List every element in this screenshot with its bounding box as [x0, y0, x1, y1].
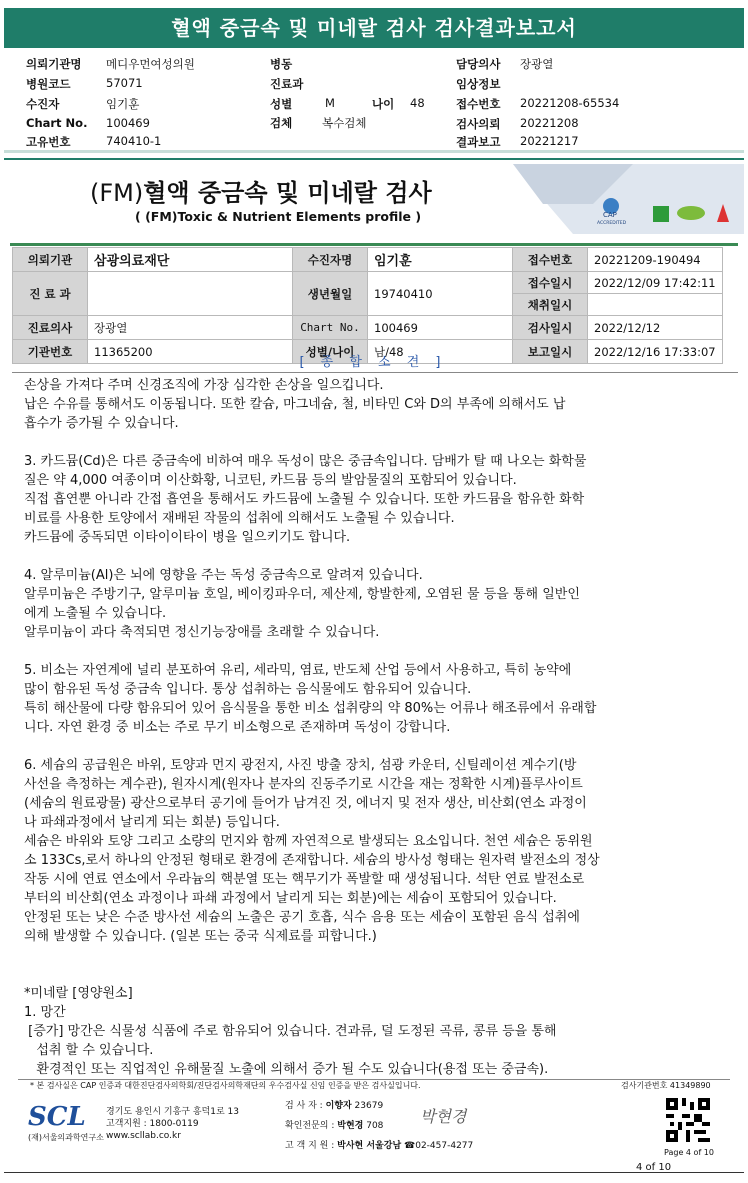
doctor-value: 장광열 — [520, 57, 554, 71]
hospital-value: 메디우먼여성의원 — [106, 57, 195, 71]
table-value: 2022/12/16 17:33:07 — [588, 340, 723, 364]
support-line: 고객지원 : 1800-0119 — [106, 1119, 199, 1129]
table-key: 기관번호 — [13, 340, 88, 364]
specimen-label: 검체 — [270, 116, 293, 130]
text-line: 세슘은 바위와 토양 그리고 소량의 먼지와 함께 자연적으로 발생되는 요소입니다. 천연 세슘은 동위원 — [24, 834, 593, 849]
text-line: (세슘의 원료광물) 광산으로부터 공기에 들어가 남겨진 것, 에너지 및 전자 생산, 비산회(연소 과정이 — [24, 796, 587, 811]
sex-label: 성별 — [270, 97, 293, 111]
table-key: 성별/나이 — [293, 340, 368, 364]
table-row — [13, 248, 723, 272]
report-title — [90, 173, 432, 208]
table-key: Chart No. — [293, 316, 368, 340]
signer-tel: ☎02-457-4277 — [404, 1141, 474, 1151]
report-subtitle: ( (FM)Toxic & Nutrient Elements profile ) — [135, 209, 422, 224]
table-value: 임기훈 — [368, 248, 513, 272]
text-line: 작동 시에 연료 연소에서 우라늄의 핵분열 또는 핵무기가 폭발할 때 생성됩니다. 석탄 연료 발전소로 — [24, 872, 585, 887]
footer-note: * 본 검사실은 CAP 인증과 대한진단검사의학회/진단검사의학재단의 우수검사실 신임 인증을 받은 검사실입니다. — [30, 1081, 421, 1090]
address-line: 경기도 용인시 기흥구 흥덕1로 13 — [106, 1107, 239, 1117]
table-row — [13, 316, 723, 340]
dept-label: 진료과 — [270, 77, 304, 91]
table-value: 장광열 — [88, 316, 293, 340]
table-key: 보고일시 — [513, 340, 588, 364]
patient-value: 임기훈 — [106, 97, 140, 111]
table-value: 남/48 — [368, 340, 513, 364]
text-line: 5. 비소는 자연계에 널리 분포하여 유리, 세라믹, 염료, 반도체 산업 등에서 사용하고, 특히 농약에 — [24, 663, 572, 678]
text-line: 의해 발생할 수 있습니다. (일본 또는 중국 식제료를 피합니다.) — [24, 929, 377, 944]
text-line: 에게 노출될 수 있습니다. — [24, 606, 167, 621]
patient-info-table — [12, 247, 723, 364]
text-line: 직접 흡연뿐 아니라 간접 흡연을 통해서도 카드뮴에 노출될 수 있습니다. 또한 카드뮴을 함유한 화학 — [24, 492, 585, 507]
table-key: 의뢰기관 — [13, 248, 88, 272]
report-date-value: 20221217 — [520, 134, 579, 148]
table-key: 접수일시 — [513, 272, 588, 294]
ward-label: 병동 — [270, 57, 293, 71]
text-line: [증가] 망간은 식물성 식품에 주로 함유되어 있습니다. 견과류, 덜 도정된 곡류, 콩류 등을 통해 — [24, 1024, 557, 1039]
signer-label: 검 사 자 : — [285, 1101, 323, 1111]
age-label: 나이 — [372, 97, 395, 111]
signer-row — [285, 1136, 473, 1156]
text-line: 사선을 측정하는 계수관), 원자시계(원자나 분자의 진동주기로 시간을 재는 정확한 시계)플루사이트 — [24, 777, 583, 792]
text-line: 부터의 비산회(연소 과정이나 파쇄 과정에서 날리게 되는 회분)에는 세슘이 포함되어 있습니다. — [24, 891, 557, 906]
report-title-prefix: (FM) — [90, 179, 144, 207]
signer-name: 이향자 — [325, 1101, 352, 1111]
sex-value: M — [325, 96, 335, 110]
hospital-code-value: 57071 — [106, 76, 143, 90]
text-line: 특히 해산물에 다량 함유되어 있어 음식물을 통한 비소 섭취량의 약 80%는 어류나 해조류에서 유래합 — [24, 701, 597, 716]
text-line: 3. 카드뮴(Cd)은 다른 중금속에 비하여 매우 독성이 많은 중금속입니다. 담배가 탈 때 나오는 화학물 — [24, 454, 587, 469]
specimen-value: 복수검체 — [322, 116, 367, 130]
chart-no-label: Chart No. — [26, 116, 88, 130]
eco-logo-icon — [677, 206, 705, 220]
signer-no: 708 — [366, 1121, 384, 1131]
patient-label: 수진자 — [26, 97, 60, 111]
table-value: 2022/12/09 17:42:11 — [588, 272, 723, 294]
scl-logo-sub: (재)서울의과학연구소 — [28, 1133, 104, 1142]
unique-no-value: 740410-1 — [106, 134, 162, 148]
text-line: 납은 수유를 통해서도 이동됩니다. 또한 칼슘, 마그네슘, 철, 비타민 C와 D의 부족에 의해서도 납 — [24, 397, 566, 412]
text-line: 알루미늄은 주방기구, 알루미늄 호일, 베이킹파우더, 제산제, 항발한제, 오염된 물 등을 통해 일반인 — [24, 587, 580, 602]
page-indicator: 4 of 10 — [636, 1162, 672, 1173]
text-line: 4. 알루미늄(Al)은 뇌에 영향을 주는 독성 중금속으로 알려져 있습니다. — [24, 568, 423, 583]
title-divider — [10, 243, 738, 246]
text-line: 질은 약 4,000 여종이며 이산화황, 니코틴, 카드뮴 등의 발암물질의 포함되어 있습니다. — [24, 473, 517, 488]
text-line: 6. 세슘의 공급원은 바위, 토양과 먼지 광전지, 사진 방출 장치, 섬광 카운터, 신틸레이션 계수기(방 — [24, 758, 577, 773]
table-value: 19740410 — [368, 272, 513, 316]
cap-logo-sub: ACCREDITED — [597, 221, 627, 226]
institution-number — [621, 1080, 711, 1091]
report-date-label: 결과보고 — [456, 135, 501, 149]
accreditation-logos — [513, 164, 744, 234]
header-divider — [0, 150, 748, 160]
text-line: 손상을 가져다 주며 신경조직에 가장 심각한 손상을 일으킵니다. — [24, 378, 384, 393]
table-key: 접수번호 — [513, 248, 588, 272]
request-date-value: 20221208 — [520, 116, 579, 130]
signer-label: 고 객 지 원 : — [285, 1141, 335, 1151]
institution-label: 검사기관번호 — [621, 1081, 668, 1090]
doctor-label: 담당의사 — [456, 57, 501, 71]
request-date-label: 검사의뢰 — [456, 117, 501, 131]
text-line: *미네랄 [영양원소] — [24, 986, 133, 1001]
text-line: 소 133Cs,로서 하나의 안정된 형태로 환경에 존재합니다. 세슘의 방사성 형태는 원자력 발전소의 정상 — [24, 853, 600, 868]
interpretation-text — [24, 376, 724, 1079]
unique-no-label: 고유번호 — [26, 135, 71, 149]
bottom-divider — [4, 1172, 744, 1173]
table-key: 수진자명 — [293, 248, 368, 272]
text-line: 1. 망간 — [24, 1005, 66, 1020]
text-line: 섭취 할 수 있습니다. — [24, 1043, 154, 1058]
signer-label: 확인전문의 : — [285, 1121, 335, 1131]
institution-value: 41349890 — [669, 1081, 711, 1090]
signer-no: 23679 — [354, 1101, 384, 1111]
hospital-label: 의뢰기관명 — [26, 57, 82, 71]
qr-code-icon — [666, 1098, 710, 1142]
clinical-info-label: 임상정보 — [456, 77, 501, 91]
table-key: 채취일시 — [513, 294, 588, 316]
table-value: 2022/12/12 — [588, 316, 723, 340]
website-line: www.scllab.co.kr — [106, 1131, 181, 1141]
chart-no-value: 100469 — [106, 116, 150, 130]
table-value — [88, 272, 293, 316]
handwritten-signature: 박현경 — [420, 1107, 467, 1126]
signer-name: 박현경 — [337, 1121, 364, 1131]
kolas-logo-icon — [653, 206, 669, 222]
text-line: 많이 함유된 독성 중금속 입니다. 통상 섭취하는 음식물에도 함유되어 있습니다. — [24, 682, 472, 697]
text-line: 카드뮴에 중독되면 이타이이타이 병을 일으키기도 합니다. — [24, 530, 351, 545]
report-banner: 혈액 중금속 및 미네랄 검사 검사결과보고서 — [4, 8, 744, 48]
text-line: 안정된 또는 낮은 수준 방사선 세슘의 노출은 공기 호흡, 식수 음용 또는 세슘이 포함된 음식 섭취에 — [24, 910, 580, 925]
table-value: 100469 — [368, 316, 513, 340]
table-key: 생년월일 — [293, 272, 368, 316]
table-key: 진료의사 — [13, 316, 88, 340]
page-indicator-small: Page 4 of 10 — [664, 1148, 714, 1157]
section-title: [ 종 합 소 견 ] — [299, 355, 447, 370]
hospital-code-label: 병원코드 — [26, 77, 71, 91]
table-row — [13, 272, 723, 294]
text-line: 나 파쇄과정에서 날리게 되는 회분) 등입니다. — [24, 815, 280, 830]
report-title-main: 혈액 중금속 및 미네랄 검사 — [143, 179, 432, 207]
signer-name: 박사현 서울강남 — [337, 1141, 402, 1151]
accession-label: 접수번호 — [456, 97, 501, 111]
text-line: 알루미늄이 과다 축적되면 정신기능장애를 초래할 수 있습니다. — [24, 625, 380, 640]
table-key: 검사일시 — [513, 316, 588, 340]
age-value: 48 — [410, 96, 425, 110]
text-line: 환경적인 또는 직업적인 유해물질 노출에 의해서 증가 될 수도 있습니다(용접 또는 중금속). — [24, 1062, 549, 1077]
cap-logo-text: CAP — [603, 211, 617, 219]
accession-value: 20221208-65534 — [520, 96, 620, 110]
table-value — [588, 294, 723, 316]
table-key: 진 료 과 — [13, 272, 88, 316]
table-value: 삼광의료재단 — [88, 248, 293, 272]
table-value: 11365200 — [88, 340, 293, 364]
scl-logo: SCL — [28, 1102, 86, 1132]
lab-address — [106, 1106, 239, 1142]
table-value: 20221209-190494 — [588, 248, 723, 272]
text-line: 니다. 자연 환경 중 비소는 주로 무기 비소형으로 존재하며 독성이 강합니다. — [24, 720, 451, 735]
text-line: 비료를 사용한 토양에서 재배된 작물의 섭취에 의해서도 노출될 수 있습니다. — [24, 511, 455, 526]
text-line: 흡수가 증가될 수 있습니다. — [24, 416, 179, 431]
section-divider — [12, 372, 738, 373]
